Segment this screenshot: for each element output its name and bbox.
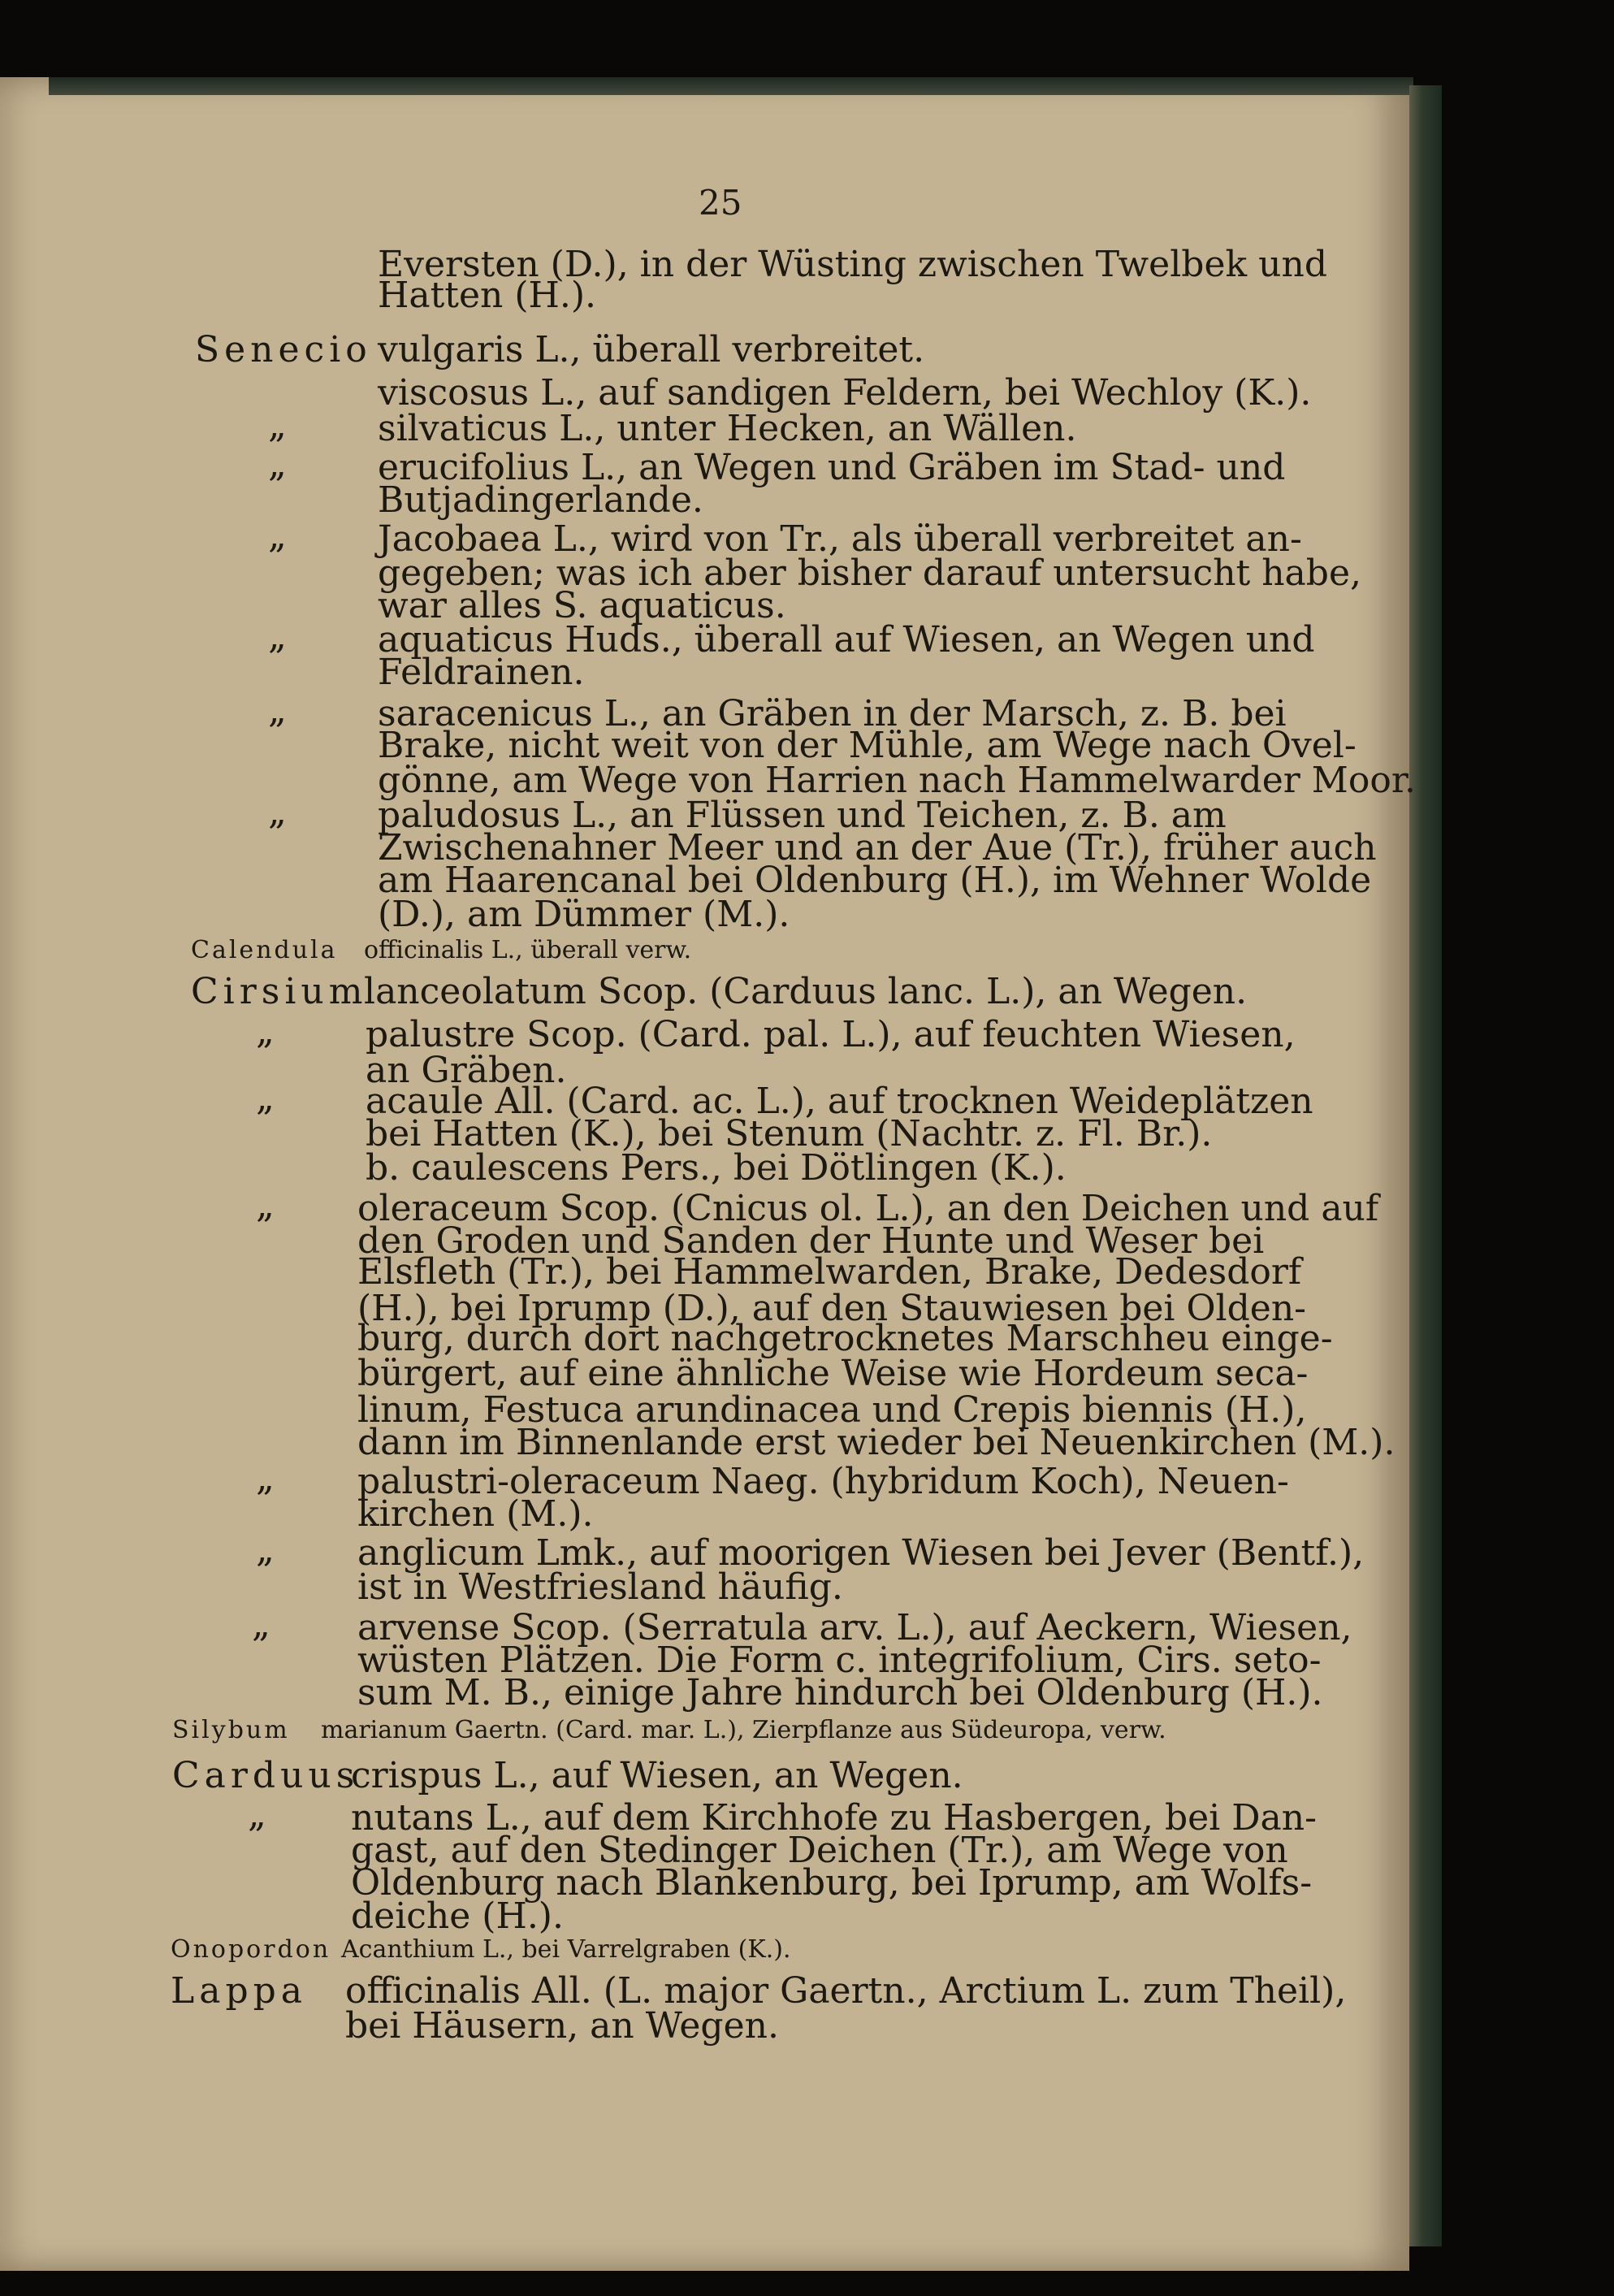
entry-text-line: wüsten Plätzen. Die Form c. integrifolium, Cirs. seto- <box>357 1640 1322 1681</box>
page-number: 25 <box>699 183 742 223</box>
entry-text-line: palustri-oleraceum Naeg. (hybridum Koch), Neuen- <box>357 1461 1289 1502</box>
genus-name: Cirsium <box>191 971 368 1012</box>
entry-text-line: officinalis L., überall verw. <box>364 936 692 964</box>
entry-text-line: Acanthium L., bei Varrelgraben (K.). <box>341 1935 791 1964</box>
book-edge <box>1409 85 1442 2246</box>
entry-text-line: Brake, nicht weit von der Mühle, am Wege nach Ovel- <box>378 725 1357 766</box>
genus-name: Lappa <box>171 1970 308 2012</box>
ditto-mark: „ <box>248 1794 266 1835</box>
entry-text-line: saracenicus L., an Gräben in der Marsch, z. B. bei <box>378 693 1287 734</box>
entry-text-line: vulgaris L., überall verbreitet. <box>378 329 925 370</box>
entry-text-line: bei Hatten (K.), bei Stenum (Nachtr. z. Fl. Br.). <box>366 1113 1213 1154</box>
entry-text-line: sum M. B., einige Jahre hindurch bei Oldenburg (H.). <box>357 1672 1323 1713</box>
entry-text-line: oleraceum Scop. (Cnicus ol. L.), an den Deichen und auf <box>357 1188 1379 1229</box>
entry-text-line: Zwischenahner Meer und an der Aue (Tr.), früher auch <box>378 827 1377 869</box>
genus-name: Silybum <box>172 1716 290 1744</box>
entry-text-line: dann im Binnenlande erst wieder bei Neuenkirchen (M.). <box>357 1422 1395 1463</box>
genus-name: Calendula <box>191 936 338 964</box>
ditto-mark: „ <box>268 791 287 833</box>
binding-top <box>49 77 1413 95</box>
entry-text-line: silvaticus L., unter Hecken, an Wällen. <box>378 408 1077 449</box>
entry-text-line: arvense Scop. (Serratula arv. L.), auf Aeckern, Wiesen, <box>357 1607 1352 1648</box>
genus-name: Senecio <box>195 329 372 370</box>
entry-text-line: ist in Westfriesland häufig. <box>357 1566 843 1608</box>
entry-text-line: Feldrainen. <box>378 652 585 693</box>
entry-text-line: erucifolius L., an Wegen und Gräben im Stad- und <box>378 447 1286 488</box>
entry-text-line: acaule All. (Card. ac. L.), auf trocknen Weideplätzen <box>366 1081 1313 1122</box>
ditto-mark: „ <box>252 1604 270 1645</box>
entry-text-line: palustre Scop. (Card. pal. L.), auf feuchten Wiesen, <box>366 1014 1296 1055</box>
entry-text-line: lanceolatum Scop. (Carduus lanc. L.), an Wegen. <box>364 971 1248 1012</box>
entry-text-line: (H.), bei Iprump (D.), auf den Stauwiesen bei Olden- <box>357 1288 1307 1329</box>
entry-text-line: nutans L., auf dem Kirchhofe zu Hasbergen, bei Dan- <box>351 1797 1317 1839</box>
entry-text-line: Oldenburg nach Blankenburg, bei Iprump, am Wolfs- <box>351 1862 1313 1904</box>
entry-text-line: b. caulescens Pers., bei Dötlingen (K.). <box>366 1147 1067 1189</box>
entry-text-line: Elsfleth (Tr.), bei Hammelwarden, Brake, Dedesdorf <box>357 1251 1302 1293</box>
entry-text-line: aquaticus Huds., überall auf Wiesen, an Wegen und <box>378 619 1315 661</box>
entry-text-line: officinalis All. (L. major Gaertn., Arctium L. zum Theil), <box>345 1970 1347 2012</box>
entry-text-line: Butjadingerlande. <box>378 479 703 521</box>
entry-text-line: marianum Gaertn. (Card. mar. L.), Zierpflanze aus Südeuropa, verw. <box>321 1716 1166 1744</box>
entry-text-line: am Haarencanal bei Oldenburg (H.), im Wehner Wolde <box>378 860 1372 901</box>
entry-text-line: kirchen (M.). <box>357 1493 594 1535</box>
ditto-mark: „ <box>256 1077 275 1119</box>
ditto-mark: „ <box>268 616 287 657</box>
ditto-mark: „ <box>268 444 287 485</box>
entry-text-line: bürgert, auf eine ähnliche Weise wie Hordeum seca- <box>357 1353 1309 1394</box>
entry-text-line: anglicum Lmk., auf moorigen Wiesen bei Jever (Bentf.), <box>357 1532 1365 1574</box>
entry-text-line: crispus L., auf Wiesen, an Wegen. <box>351 1755 963 1796</box>
ditto-mark: „ <box>268 690 287 731</box>
entry-text-line: an Gräben. <box>366 1050 567 1091</box>
ditto-mark: „ <box>256 1011 275 1052</box>
ditto-mark: „ <box>256 1458 275 1499</box>
entry-text-line: bei Häusern, an Wegen. <box>345 2005 779 2047</box>
entry-text-line: linum, Festuca arundinacea und Crepis biennis (H.), <box>357 1389 1307 1431</box>
entry-text-line: gegeben; was ich aber bisher darauf untersucht habe, <box>378 552 1361 594</box>
entry-text-line: den Groden und Sanden der Hunte und Weser bei <box>357 1220 1265 1262</box>
entry-text-line: Jacobaea L., wird von Tr., als überall verbreitet an- <box>378 518 1302 560</box>
ditto-mark: „ <box>256 1529 275 1570</box>
entry-text-line: gönne, am Wege von Harrien nach Hammelwarder Moor. <box>378 760 1416 801</box>
entry-text-line: viscosus L., auf sandigen Feldern, bei Wechloy (K.). <box>378 372 1312 414</box>
entry-text-line: Hatten (H.). <box>378 275 597 316</box>
entry-text-line: gast, auf den Stedinger Deichen (Tr.), am Wege von <box>351 1830 1288 1871</box>
ditto-mark: „ <box>268 405 287 446</box>
genus-name: Onopordon <box>171 1935 331 1964</box>
entry-text-line: (D.), am Dümmer (M.). <box>378 894 790 935</box>
entry-text-line: Eversten (D.), in der Wüsting zwischen Twelbek und <box>378 244 1327 285</box>
entry-text-line: paludosus L., an Flüssen und Teichen, z. B. am <box>378 795 1227 836</box>
entry-text-line: burg, durch dort nachgetrocknetes Marschheu einge- <box>357 1318 1333 1359</box>
ditto-mark: „ <box>268 515 287 557</box>
entry-text-line: war alles S. aquaticus. <box>378 585 786 626</box>
entry-text-line: deiche (H.). <box>351 1895 564 1937</box>
genus-name: Carduus <box>172 1755 360 1796</box>
ditto-mark: „ <box>256 1185 275 1226</box>
